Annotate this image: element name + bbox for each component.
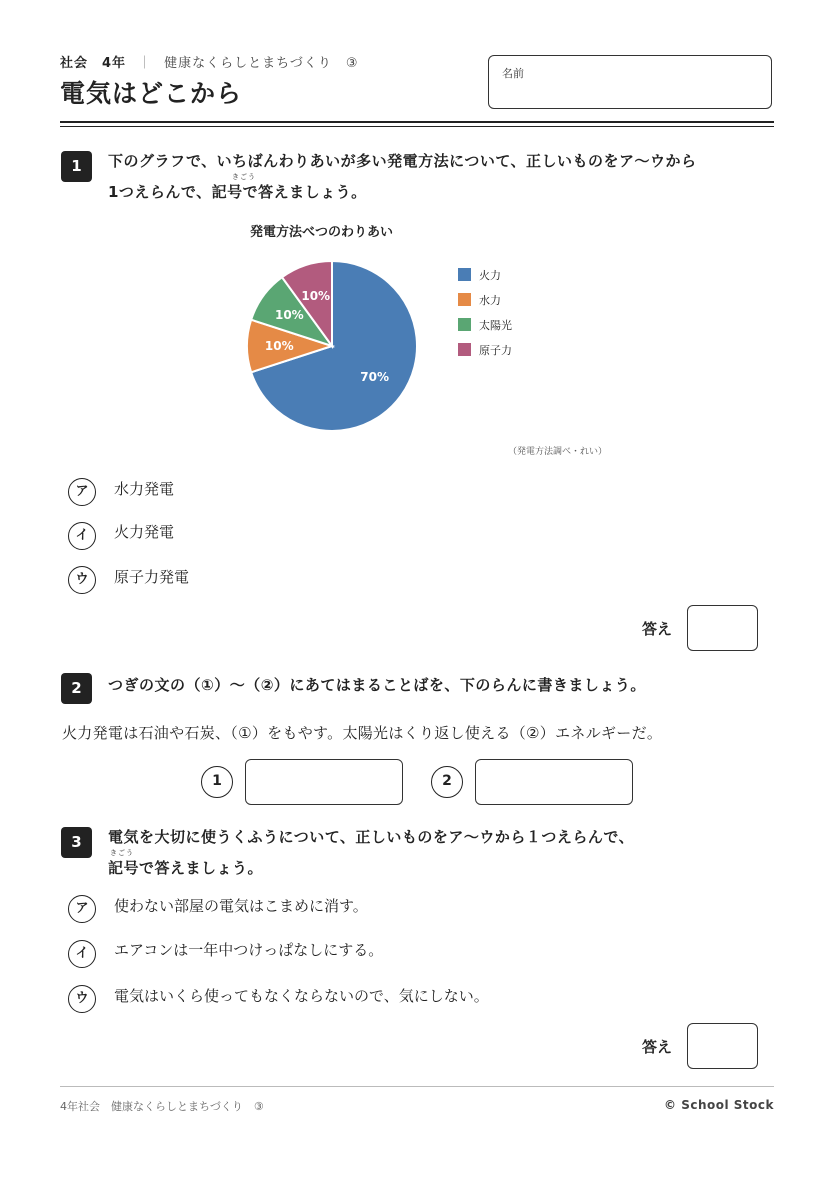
unit-name: 健康なくらしとまちづくり ③ <box>164 56 359 71</box>
question-3-line2: 記号で答えましょう。 <box>108 859 264 877</box>
chart-title: 発電方法べつのわりあい <box>250 225 394 240</box>
pie-chart <box>230 245 440 445</box>
q1-option-a-text: 水力発電 <box>114 480 175 498</box>
pie-label-solar: 10% <box>274 308 304 323</box>
legend-item-solar <box>458 317 512 342</box>
option-u-marker: ウ <box>68 566 96 594</box>
legend-item-hydro <box>458 292 512 317</box>
question-1-number: 1 <box>61 151 92 182</box>
footer-divider <box>60 1086 774 1087</box>
page-title: 電気はどこから <box>60 79 243 108</box>
question-3-number: 3 <box>61 827 92 858</box>
question-1-line2: 1つえらんで、記号で答えましょう。 <box>108 183 367 201</box>
q1-answer-box[interactable] <box>687 605 758 651</box>
option-a-marker: ア <box>68 478 96 506</box>
q3-option-a-text: 使わない部屋の電気はこまめに消す。 <box>114 897 368 915</box>
legend-swatch-solar <box>458 318 471 331</box>
q3-option-u-text: 電気はいくら使ってもなくならないので、気にしない。 <box>114 987 489 1005</box>
legend-label-thermal: 火力 <box>479 269 501 282</box>
header-divider-thin <box>60 126 774 127</box>
pie-label-hydro: 10% <box>264 339 294 353</box>
header-divider <box>60 121 774 123</box>
legend-item-nuclear <box>458 342 512 367</box>
blank-2-answer-box[interactable] <box>475 759 633 805</box>
question-3-line1: 電気を大切に使うくふうについて、正しいものをア～ウから１つえらんで、 <box>108 828 635 846</box>
legend-label-hydro: 水力 <box>479 294 501 307</box>
legend-swatch-nuclear <box>458 343 471 356</box>
chart-legend <box>458 267 512 367</box>
legend-swatch-thermal <box>458 268 471 281</box>
q3-answer-label: 答え <box>642 1038 673 1056</box>
question-2-number: 2 <box>61 673 92 704</box>
blank-1-answer-box[interactable] <box>245 759 403 805</box>
q1-option-u-text: 原子力発電 <box>114 568 190 586</box>
q3-option-i-text: エアコンは一年中つけっぱなしにする。 <box>114 941 384 959</box>
copyright: © School Stock <box>664 1098 774 1112</box>
q1-answer-label: 答え <box>642 620 673 638</box>
blank-1-marker: 1 <box>201 766 233 798</box>
name-label: 名前 <box>502 67 524 80</box>
question-1-ruby: きごう <box>232 173 256 181</box>
q3-answer-box[interactable] <box>687 1023 758 1069</box>
blank-2-marker: 2 <box>431 766 463 798</box>
question-2-instruction: つぎの文の（①）～（②）にあてはまることばを、下のらんに書きましょう。 <box>108 676 646 694</box>
pie-label-thermal: 70% <box>360 369 390 384</box>
option-i-marker: イ <box>68 522 96 550</box>
option-a-marker: ア <box>68 895 96 923</box>
q1-option-i-text: 火力発電 <box>114 523 175 541</box>
subject-header <box>60 52 359 71</box>
option-u-marker: ウ <box>68 985 96 1013</box>
legend-item-thermal <box>458 267 512 292</box>
question-3-ruby: きごう <box>110 849 134 857</box>
header-separator: ｜ <box>138 56 153 71</box>
legend-label-solar: 太陽光 <box>479 319 512 332</box>
chart-source: （発電方法調べ・れい） <box>508 447 608 457</box>
legend-label-nuclear: 原子力 <box>479 344 512 357</box>
question-1-line1: 下のグラフで、いちばんわりあいが多い発電方法について、正しいものをア～ウから <box>108 152 697 170</box>
pie-label-nuclear: 10% <box>301 288 331 303</box>
footer-text: 4年社会 健康なくらしとまちづくり ③ <box>60 1100 264 1113</box>
option-i-marker: イ <box>68 940 96 968</box>
legend-swatch-hydro <box>458 293 471 306</box>
name-field[interactable] <box>488 55 772 109</box>
question-2-sentence: 火力発電は石油や石炭、（①）をもやす。太陽光はくり返し使える（②）エネルギーだ。 <box>62 724 663 742</box>
subject-grade: 社会 4年 <box>60 56 127 71</box>
